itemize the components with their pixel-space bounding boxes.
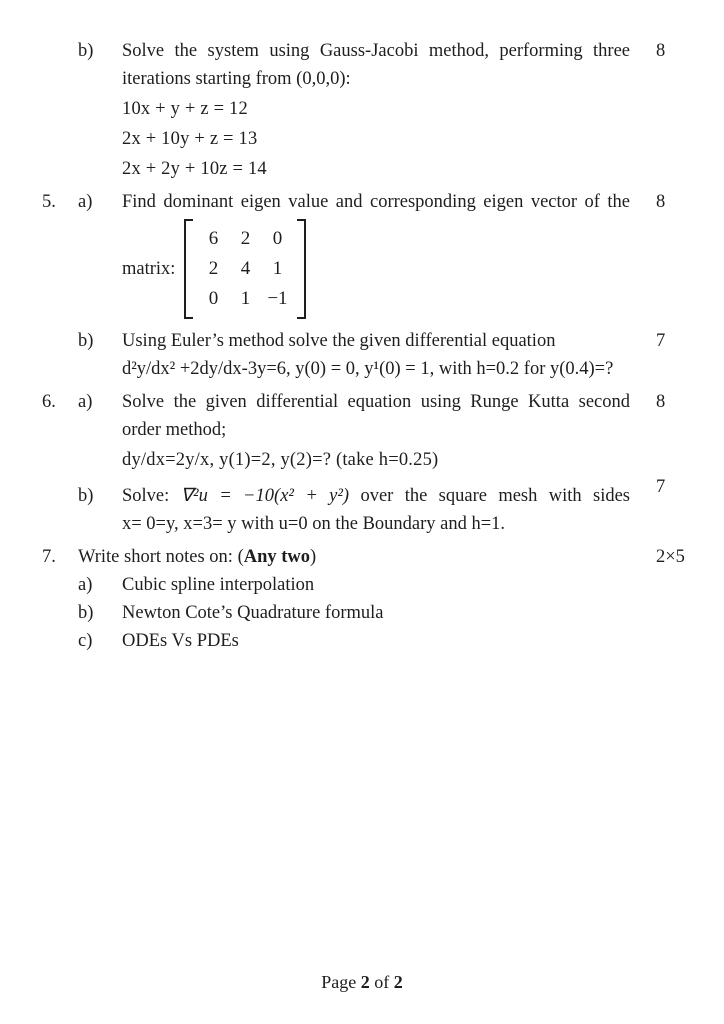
question-7-item-row	[42, 627, 694, 655]
question-text-post: over the square mesh with sides	[349, 486, 630, 506]
question-text-line: iterations starting from (0,0,0):	[122, 69, 351, 89]
question-letter: b)	[78, 41, 94, 61]
matrix-wrap	[122, 219, 630, 319]
question-intro-bold: Any two	[243, 547, 311, 567]
matrix-cell: 0	[272, 228, 283, 249]
marks-value: 8	[656, 41, 666, 61]
question-letter: b)	[78, 486, 94, 506]
question-text-line: Solve the system using Gauss-Jacobi method, performing three	[122, 41, 630, 61]
matrix-label: matrix:	[122, 259, 176, 279]
question-6a-text-row	[42, 416, 694, 444]
item-letter: a)	[78, 575, 93, 595]
question-intro-pre: Write short notes on: (	[78, 547, 244, 567]
equation: 2x + 2y + 10z = 14	[122, 159, 267, 179]
equation-row	[42, 153, 694, 183]
matrix-cell: 6	[208, 228, 219, 249]
question-7	[42, 543, 694, 655]
question-intro-post: )	[310, 547, 317, 567]
matrix-cell: 1	[272, 258, 283, 279]
equation-row	[42, 93, 694, 123]
question-7-item-row	[42, 599, 694, 627]
question-7-item-row	[42, 571, 694, 599]
question-6b-heading-row	[42, 477, 694, 510]
laplace-equation: ∇²u = −10(x² + y²)	[180, 486, 350, 506]
question-letter: a)	[78, 392, 93, 412]
equation: dy/dx=2y/x, y(1)=2, y(2)=? (take h=0.25)	[122, 450, 439, 470]
matrix-cell: 2	[240, 228, 251, 249]
matrix-cell: 2	[208, 258, 219, 279]
question-6a-equation-row	[42, 444, 694, 474]
matrix-container	[122, 219, 630, 319]
question-letter: b)	[78, 331, 94, 351]
question-text-line: x= 0=y, x=3= y with u=0 on the Boundary and h=1.	[122, 514, 506, 534]
question-number: 6.	[42, 392, 56, 412]
page-footer	[0, 972, 724, 993]
item-letter: c)	[78, 631, 93, 651]
question-text-line: Solve the given differential equation using Runge Kutta second	[122, 392, 630, 412]
question-text-line	[122, 482, 630, 510]
item-text: ODEs Vs PDEs	[122, 631, 239, 651]
question-5a	[42, 188, 694, 319]
question-4b	[42, 37, 694, 183]
marks-value: 7	[656, 331, 666, 351]
question-5b-equation-row	[42, 355, 694, 383]
question-6a	[42, 388, 694, 474]
matrix-cell: 0	[208, 288, 219, 309]
item-letter: b)	[78, 603, 94, 623]
equation-row	[42, 123, 694, 153]
question-text-line: order method;	[122, 420, 227, 440]
item-text: Cubic spline interpolation	[122, 575, 315, 595]
matrix-cells	[193, 219, 297, 319]
question-6b	[42, 477, 694, 538]
question-5a-heading-row	[42, 188, 694, 216]
question-number: 5.	[42, 192, 56, 212]
question-4b-text-row	[42, 65, 694, 93]
question-letter: a)	[78, 192, 93, 212]
footer-total-pages: 2	[393, 972, 403, 992]
marks-value: 8	[656, 192, 666, 212]
equation: 2x + 10y + z = 13	[122, 129, 258, 149]
marks-value: 2×5	[656, 547, 685, 567]
matrix-row	[42, 219, 694, 319]
matrix-cell: 4	[240, 258, 251, 279]
matrix	[184, 219, 306, 319]
matrix-cell: −1	[267, 288, 288, 309]
question-intro	[78, 543, 630, 571]
question-4b-heading-row	[42, 37, 694, 65]
marks-value: 8	[656, 392, 666, 412]
footer-page-word: Page	[321, 972, 361, 992]
equation: d²y/dx² +2dy/dx-3y=6, y(0) = 0, y¹(0) = 1, with h=0.2 for y(0.4)=?	[122, 359, 614, 379]
question-text-line: Find dominant eigen value and corresponding eigen vector of the	[122, 192, 630, 212]
question-6a-heading-row	[42, 388, 694, 416]
question-text-line: Using Euler’s method solve the given differential equation	[122, 331, 556, 351]
matrix-right-bracket	[297, 219, 306, 319]
matrix-cell: 1	[240, 288, 251, 309]
question-5b-heading-row	[42, 327, 694, 355]
question-number: 7.	[42, 547, 56, 567]
question-text-pre: Solve:	[122, 486, 181, 506]
question-7-heading-row	[42, 543, 694, 571]
marks-value	[630, 477, 694, 510]
equation: 10x + y + z = 12	[122, 99, 248, 119]
matrix-left-bracket	[184, 219, 193, 319]
footer-page-number: 2	[360, 972, 370, 992]
question-6b-text-row	[42, 510, 694, 538]
item-text: Newton Cote’s Quadrature formula	[122, 603, 384, 623]
question-5b	[42, 327, 694, 383]
marks-raised-value: 7	[656, 477, 666, 497]
footer-of-word: of	[369, 972, 394, 992]
